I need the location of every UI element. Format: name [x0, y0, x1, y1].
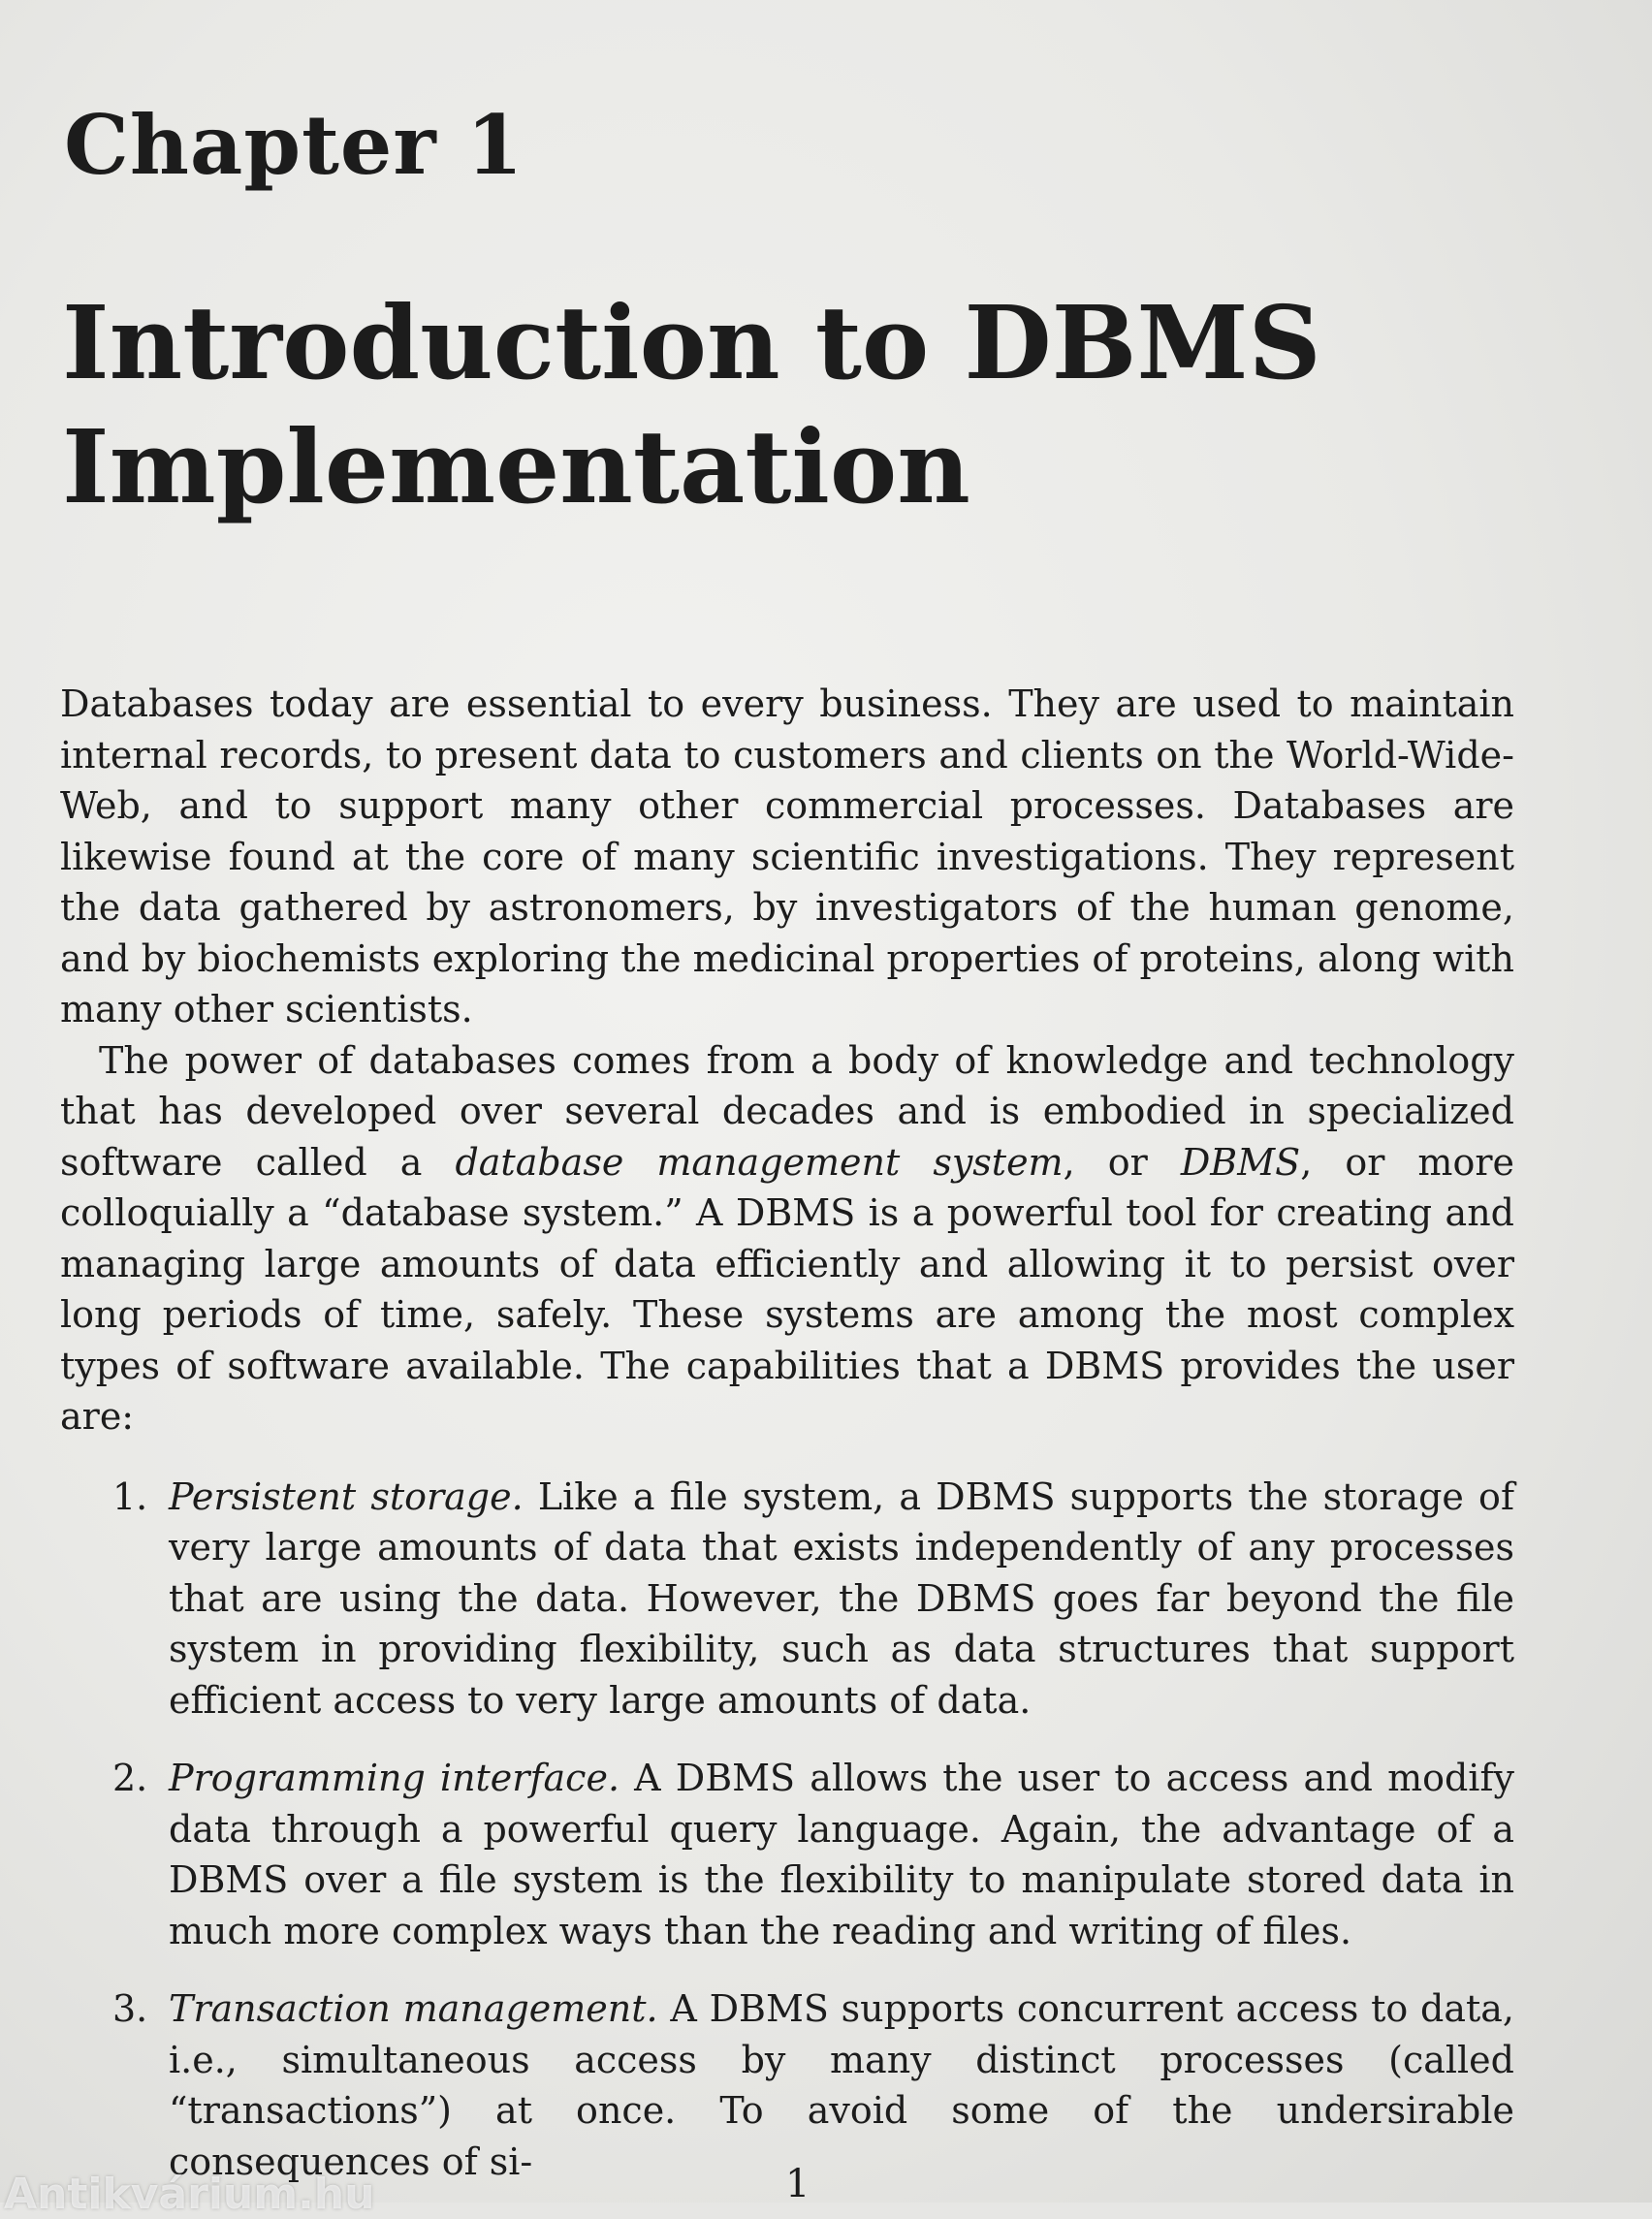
- list-item: [60, 1753, 1514, 1956]
- paragraph-dbms-after: , or more colloquially a “database system.” A DBMS is a powerful tool for creating and managing large amounts of data efficiently and allowing it to persist over long periods of time, safely. These systems are among the most complex types of software available. The capabilities that a DBMS provides the user are:: [60, 1140, 1514, 1438]
- term-dbms: DBMS: [1180, 1140, 1301, 1184]
- list-item-text: A DBMS allows the user to access and modify data through a powerful query language. Again, the advantage of a DBMS over a file system is the flexibility to manipulate stored data in much more complex ways than the reading and writing of files.: [169, 1757, 1514, 1952]
- list-item-text: A DBMS supports concurrent access to data, i.e., simultaneous access by many distinct processes (called “transactions”) at once. To avoid some of the undersirable consequences of si-: [169, 1987, 1514, 2183]
- list-item-term: Persistent storage.: [169, 1474, 524, 1518]
- list-item: [60, 1472, 1514, 1727]
- paragraph-dbms-before: The power of databases comes from a body of knowledge and technology that has developed over several decades and is embodied in specialized software called a: [60, 1038, 1514, 1184]
- list-item-term: Transaction management.: [169, 1987, 658, 2030]
- list-item-text: Like a file system, a DBMS supports the storage of very large amounts of data that exists independently of any processes that are using the data. However, the DBMS goes far beyond the file system in providing flexibility, such as data structures that support efficient access to very large amounts of data.: [169, 1474, 1515, 1722]
- list-item: [60, 1983, 1514, 2187]
- capabilities-list: [60, 1472, 1514, 2188]
- watermark-logo: Antikvárium.hu: [4, 2170, 375, 2219]
- body-text: [60, 679, 1514, 2214]
- list-item-number: 3.: [112, 1987, 148, 2030]
- paragraph-intro: Databases today are essential to every business. They are used to maintain internal records, to present data to customers and clients on the World-Wide-Web, and to support many other commercial processes. Databases are likewise found at the core of many scientific investigations. They represent the data gathered by astronomers, by investigators of the human genome, and by biochemists exploring the medicinal properties of proteins, along with many other scientists.: [60, 682, 1514, 1030]
- chapter-title: [62, 281, 1516, 529]
- paragraph-dbms: [60, 1035, 1514, 1442]
- chapter-label: Chapter 1: [64, 97, 524, 193]
- chapter-title-line-2: Implementation: [62, 407, 970, 526]
- term-database-management-system: database management system: [455, 1140, 1064, 1184]
- chapter-title-line-1: Introduction to DBMS: [62, 283, 1321, 402]
- list-item-number: 1.: [112, 1474, 148, 1518]
- list-item-term: Programming interface.: [169, 1757, 620, 1799]
- page-number: 1: [785, 2162, 810, 2206]
- list-item-number: 2.: [112, 1757, 148, 1799]
- paragraph-dbms-mid: , or: [1063, 1140, 1181, 1184]
